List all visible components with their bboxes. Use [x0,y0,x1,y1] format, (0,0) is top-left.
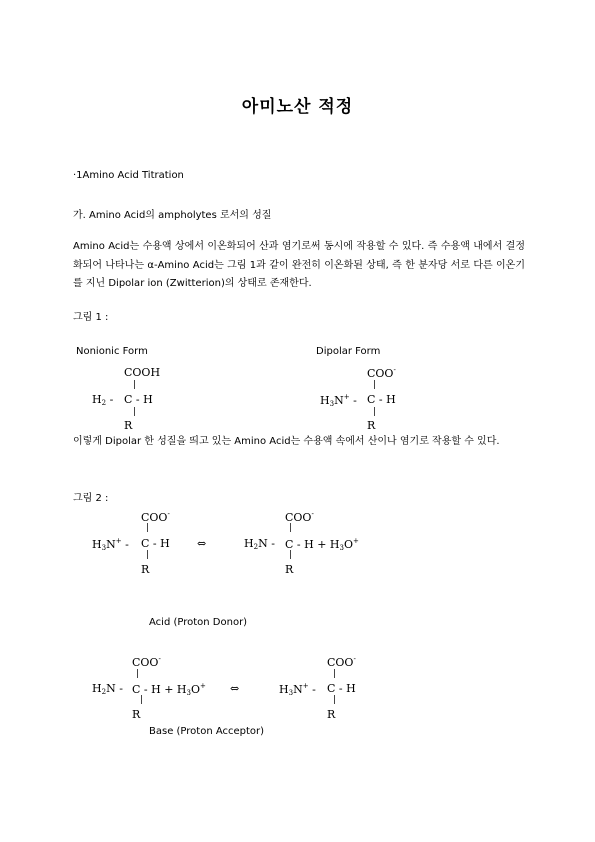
bond-top: | [136,669,140,679]
base-caption: Base (Proton Acceptor) [149,726,265,737]
amino-group: $H_2N$ - [244,537,275,551]
carboxylate-group: COO- [367,366,396,380]
bond-bottom: | [140,695,144,705]
alpha-carbon: C - H [327,682,356,695]
acid-caption: Acid (Proton Donor) [149,617,248,628]
equilibrium-arrow: ⇔ [230,682,240,695]
carboxyl-group: COOH [124,366,161,379]
bond-top: | [133,380,137,390]
subheading: 가. Amino Acid의 ampholytes 로서의 성질 [73,210,272,221]
ammonium-group: $H_3N^+$ - [279,682,316,697]
bond-bottom: | [133,407,137,417]
alpha-carbon: C - H [141,537,170,550]
figure-1-label: 그림 1 : [73,312,109,323]
section-label: ·1Amino Acid Titration [73,170,184,181]
bond-top: | [146,523,150,533]
alpha-carbon-with-hydronium: $C - H + H_3O^+$ [285,537,359,552]
bond-bottom: | [333,695,337,705]
amino-group: $H_2$ - [92,393,114,407]
side-chain-r: R [367,419,376,432]
carboxylate-group: COO- [132,655,161,669]
side-chain-r: R [141,563,150,576]
dipolar-form-label: Dipolar Form [316,346,381,357]
page-title: 아미노산 적정 [241,97,354,117]
bond-bottom: | [289,550,293,560]
paragraph-2: 이렇게 Dipolar 한 성질을 띄고 있는 Amino Acid는 수용액 속에서 산이나 염기로 작용할 수 있다. [73,436,500,447]
alpha-carbon: C - H [124,393,153,406]
amino-group: $H_2N$ - [92,682,123,696]
side-chain-r: R [285,563,294,576]
ammonium-group: $H_3N^+$ - [320,393,357,408]
bond-top: | [373,380,377,390]
bond-bottom: | [373,407,377,417]
bond-top: | [333,669,337,679]
carboxylate-group: COO- [327,655,356,669]
alpha-carbon-with-hydronium: $C - H + H_3O^+$ [132,682,206,697]
bond-top: | [289,523,293,533]
nonionic-form-label: Nonionic Form [76,346,148,357]
paragraph-1: Amino Acid는 수용액 상에서 이온화되어 산과 염기로써 동시에 작용할 수 있다. 즉 수용액 내에서 결정화되어 나타나는 α-Amino Acid는 그림 1과 같이 완전히 이온화된 상태, 즉 한 분자당 서로 다른 이온기를 지닌 Dipolar ion (Zwitterion)의 상태로 존재한다. [73,241,525,289]
side-chain-r: R [327,708,336,721]
alpha-carbon: C - H [367,393,396,406]
carboxylate-group: COO- [285,510,314,524]
ammonium-group: $H_3N^+$ - [92,537,129,552]
equilibrium-arrow: ⇔ [197,537,207,550]
carboxylate-group: COO- [141,510,170,524]
bond-bottom: | [146,550,150,560]
figure-2-label: 그림 2 : [73,493,109,504]
side-chain-r: R [124,419,133,432]
side-chain-r: R [132,708,141,721]
